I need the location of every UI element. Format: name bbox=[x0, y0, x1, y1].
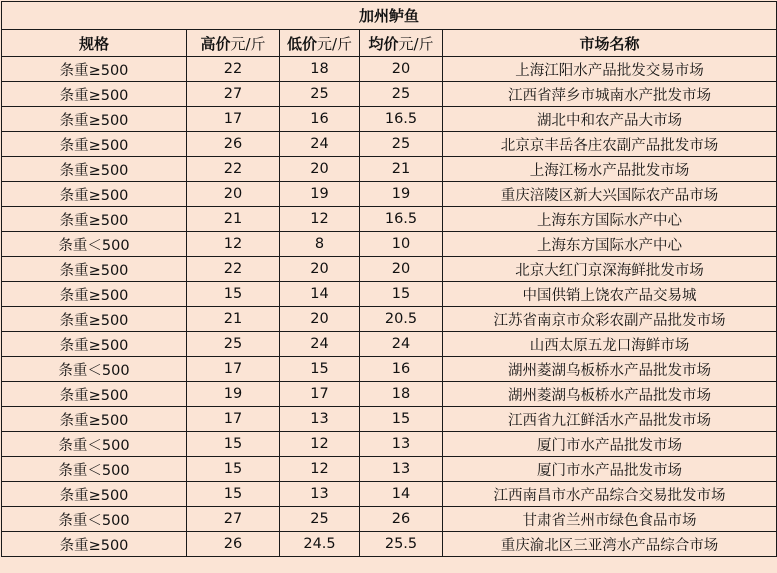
table-row bbox=[2, 282, 777, 307]
cell-avg-price: 16.5 bbox=[360, 207, 443, 232]
cell-low-price: 19 bbox=[280, 182, 360, 207]
table-row bbox=[2, 482, 777, 507]
cell-spec: 条重≥500 bbox=[2, 282, 187, 307]
cell-high-price: 26 bbox=[187, 132, 280, 157]
cell-market-name: 厦门市水产品批发市场 bbox=[443, 432, 777, 457]
cell-avg-price: 25 bbox=[360, 132, 443, 157]
cell-spec: 条重≥500 bbox=[2, 407, 187, 432]
cell-market-name: 重庆渝北区三亚湾水产品综合市场 bbox=[443, 532, 777, 557]
cell-avg-price: 20 bbox=[360, 257, 443, 282]
cell-high-price: 22 bbox=[187, 57, 280, 82]
table-row bbox=[2, 182, 777, 207]
cell-avg-price: 25.5 bbox=[360, 532, 443, 557]
header-row bbox=[2, 30, 777, 57]
cell-avg-price: 15 bbox=[360, 407, 443, 432]
cell-high-price: 22 bbox=[187, 157, 280, 182]
cell-spec: 条重≥500 bbox=[2, 257, 187, 282]
cell-low-price: 20 bbox=[280, 307, 360, 332]
table-row bbox=[2, 457, 777, 482]
cell-high-price: 15 bbox=[187, 457, 280, 482]
cell-spec: 条重≥500 bbox=[2, 382, 187, 407]
cell-low-price: 13 bbox=[280, 407, 360, 432]
cell-spec: 条重≥500 bbox=[2, 182, 187, 207]
cell-high-price: 21 bbox=[187, 207, 280, 232]
cell-low-price: 13 bbox=[280, 482, 360, 507]
cell-avg-price: 15 bbox=[360, 282, 443, 307]
cell-spec: 条重≥500 bbox=[2, 107, 187, 132]
cell-high-price: 17 bbox=[187, 407, 280, 432]
cell-avg-price: 10 bbox=[360, 232, 443, 257]
cell-low-price: 20 bbox=[280, 157, 360, 182]
cell-spec: 条重＜500 bbox=[2, 357, 187, 382]
title-row bbox=[2, 2, 777, 30]
cell-low-price: 24 bbox=[280, 332, 360, 357]
header-market-name: 市场名称 bbox=[443, 30, 777, 57]
table-row bbox=[2, 332, 777, 357]
cell-spec: 条重≥500 bbox=[2, 157, 187, 182]
table-row bbox=[2, 132, 777, 157]
cell-avg-price: 16.5 bbox=[360, 107, 443, 132]
table-row bbox=[2, 532, 777, 557]
cell-market-name: 江西南昌市水产品综合交易批发市场 bbox=[443, 482, 777, 507]
cell-market-name: 北京京丰岳各庄农副产品批发市场 bbox=[443, 132, 777, 157]
cell-spec: 条重＜500 bbox=[2, 507, 187, 532]
cell-low-price: 25 bbox=[280, 82, 360, 107]
cell-market-name: 湖州菱湖乌板桥水产品批发市场 bbox=[443, 357, 777, 382]
table-row bbox=[2, 382, 777, 407]
cell-high-price: 27 bbox=[187, 507, 280, 532]
cell-spec: 条重≥500 bbox=[2, 207, 187, 232]
cell-high-price: 15 bbox=[187, 432, 280, 457]
cell-market-name: 湖北中和农产品大市场 bbox=[443, 107, 777, 132]
cell-low-price: 8 bbox=[280, 232, 360, 257]
table-row bbox=[2, 357, 777, 382]
cell-avg-price: 26 bbox=[360, 507, 443, 532]
cell-high-price: 17 bbox=[187, 357, 280, 382]
cell-market-name: 重庆涪陵区新大兴国际农产品市场 bbox=[443, 182, 777, 207]
cell-high-price: 20 bbox=[187, 182, 280, 207]
table-row bbox=[2, 232, 777, 257]
cell-low-price: 18 bbox=[280, 57, 360, 82]
cell-market-name: 江苏省南京市众彩农副产品批发市场 bbox=[443, 307, 777, 332]
cell-high-price: 15 bbox=[187, 282, 280, 307]
cell-spec: 条重≥500 bbox=[2, 82, 187, 107]
cell-market-name: 山西太原五龙口海鲜市场 bbox=[443, 332, 777, 357]
cell-spec: 条重≥500 bbox=[2, 532, 187, 557]
cell-low-price: 15 bbox=[280, 357, 360, 382]
cell-market-name: 上海江杨水产品批发市场 bbox=[443, 157, 777, 182]
cell-avg-price: 19 bbox=[360, 182, 443, 207]
cell-avg-price: 20.5 bbox=[360, 307, 443, 332]
cell-market-name: 中国供销上饶农产品交易城 bbox=[443, 282, 777, 307]
cell-spec: 条重＜500 bbox=[2, 432, 187, 457]
cell-low-price: 17 bbox=[280, 382, 360, 407]
header-avg-price: 均价元/斤 bbox=[360, 30, 443, 57]
cell-low-price: 25 bbox=[280, 507, 360, 532]
cell-high-price: 12 bbox=[187, 232, 280, 257]
cell-market-name: 北京大红门京深海鲜批发市场 bbox=[443, 257, 777, 282]
cell-spec: 条重＜500 bbox=[2, 232, 187, 257]
table-row bbox=[2, 107, 777, 132]
cell-avg-price: 25 bbox=[360, 82, 443, 107]
cell-avg-price: 21 bbox=[360, 157, 443, 182]
cell-market-name: 上海东方国际水产中心 bbox=[443, 232, 777, 257]
cell-market-name: 厦门市水产品批发市场 bbox=[443, 457, 777, 482]
table-row bbox=[2, 407, 777, 432]
cell-low-price: 12 bbox=[280, 432, 360, 457]
cell-high-price: 17 bbox=[187, 107, 280, 132]
cell-market-name: 上海东方国际水产中心 bbox=[443, 207, 777, 232]
cell-avg-price: 14 bbox=[360, 482, 443, 507]
cell-spec: 条重≥500 bbox=[2, 132, 187, 157]
table-row bbox=[2, 207, 777, 232]
cell-spec: 条重＜500 bbox=[2, 457, 187, 482]
cell-low-price: 12 bbox=[280, 207, 360, 232]
cell-avg-price: 20 bbox=[360, 57, 443, 82]
cell-spec: 条重≥500 bbox=[2, 482, 187, 507]
cell-avg-price: 16 bbox=[360, 357, 443, 382]
price-table bbox=[1, 1, 777, 557]
cell-spec: 条重≥500 bbox=[2, 57, 187, 82]
cell-avg-price: 13 bbox=[360, 457, 443, 482]
cell-high-price: 19 bbox=[187, 382, 280, 407]
cell-low-price: 24 bbox=[280, 132, 360, 157]
table-row bbox=[2, 257, 777, 282]
table-title: 加州鲈鱼 bbox=[2, 2, 777, 30]
cell-low-price: 20 bbox=[280, 257, 360, 282]
cell-high-price: 21 bbox=[187, 307, 280, 332]
cell-spec: 条重≥500 bbox=[2, 307, 187, 332]
cell-low-price: 24.5 bbox=[280, 532, 360, 557]
cell-low-price: 14 bbox=[280, 282, 360, 307]
cell-avg-price: 18 bbox=[360, 382, 443, 407]
table-row bbox=[2, 157, 777, 182]
cell-high-price: 22 bbox=[187, 257, 280, 282]
cell-spec: 条重≥500 bbox=[2, 332, 187, 357]
cell-low-price: 12 bbox=[280, 457, 360, 482]
header-high-price: 高价元/斤 bbox=[187, 30, 280, 57]
cell-low-price: 16 bbox=[280, 107, 360, 132]
cell-high-price: 25 bbox=[187, 332, 280, 357]
table-row bbox=[2, 82, 777, 107]
cell-high-price: 15 bbox=[187, 482, 280, 507]
cell-high-price: 26 bbox=[187, 532, 280, 557]
cell-avg-price: 24 bbox=[360, 332, 443, 357]
cell-avg-price: 13 bbox=[360, 432, 443, 457]
cell-market-name: 江西省九江鲜活水产品批发市场 bbox=[443, 407, 777, 432]
cell-market-name: 上海江阳水产品批发交易市场 bbox=[443, 57, 777, 82]
table-row bbox=[2, 507, 777, 532]
table-row bbox=[2, 307, 777, 332]
cell-high-price: 27 bbox=[187, 82, 280, 107]
table-row bbox=[2, 432, 777, 457]
table-row bbox=[2, 57, 777, 82]
cell-market-name: 甘肃省兰州市绿色食品市场 bbox=[443, 507, 777, 532]
cell-market-name: 湖州菱湖乌板桥水产品批发市场 bbox=[443, 382, 777, 407]
header-low-price: 低价元/斤 bbox=[280, 30, 360, 57]
header-spec: 规格 bbox=[2, 30, 187, 57]
cell-market-name: 江西省萍乡市城南水产批发市场 bbox=[443, 82, 777, 107]
